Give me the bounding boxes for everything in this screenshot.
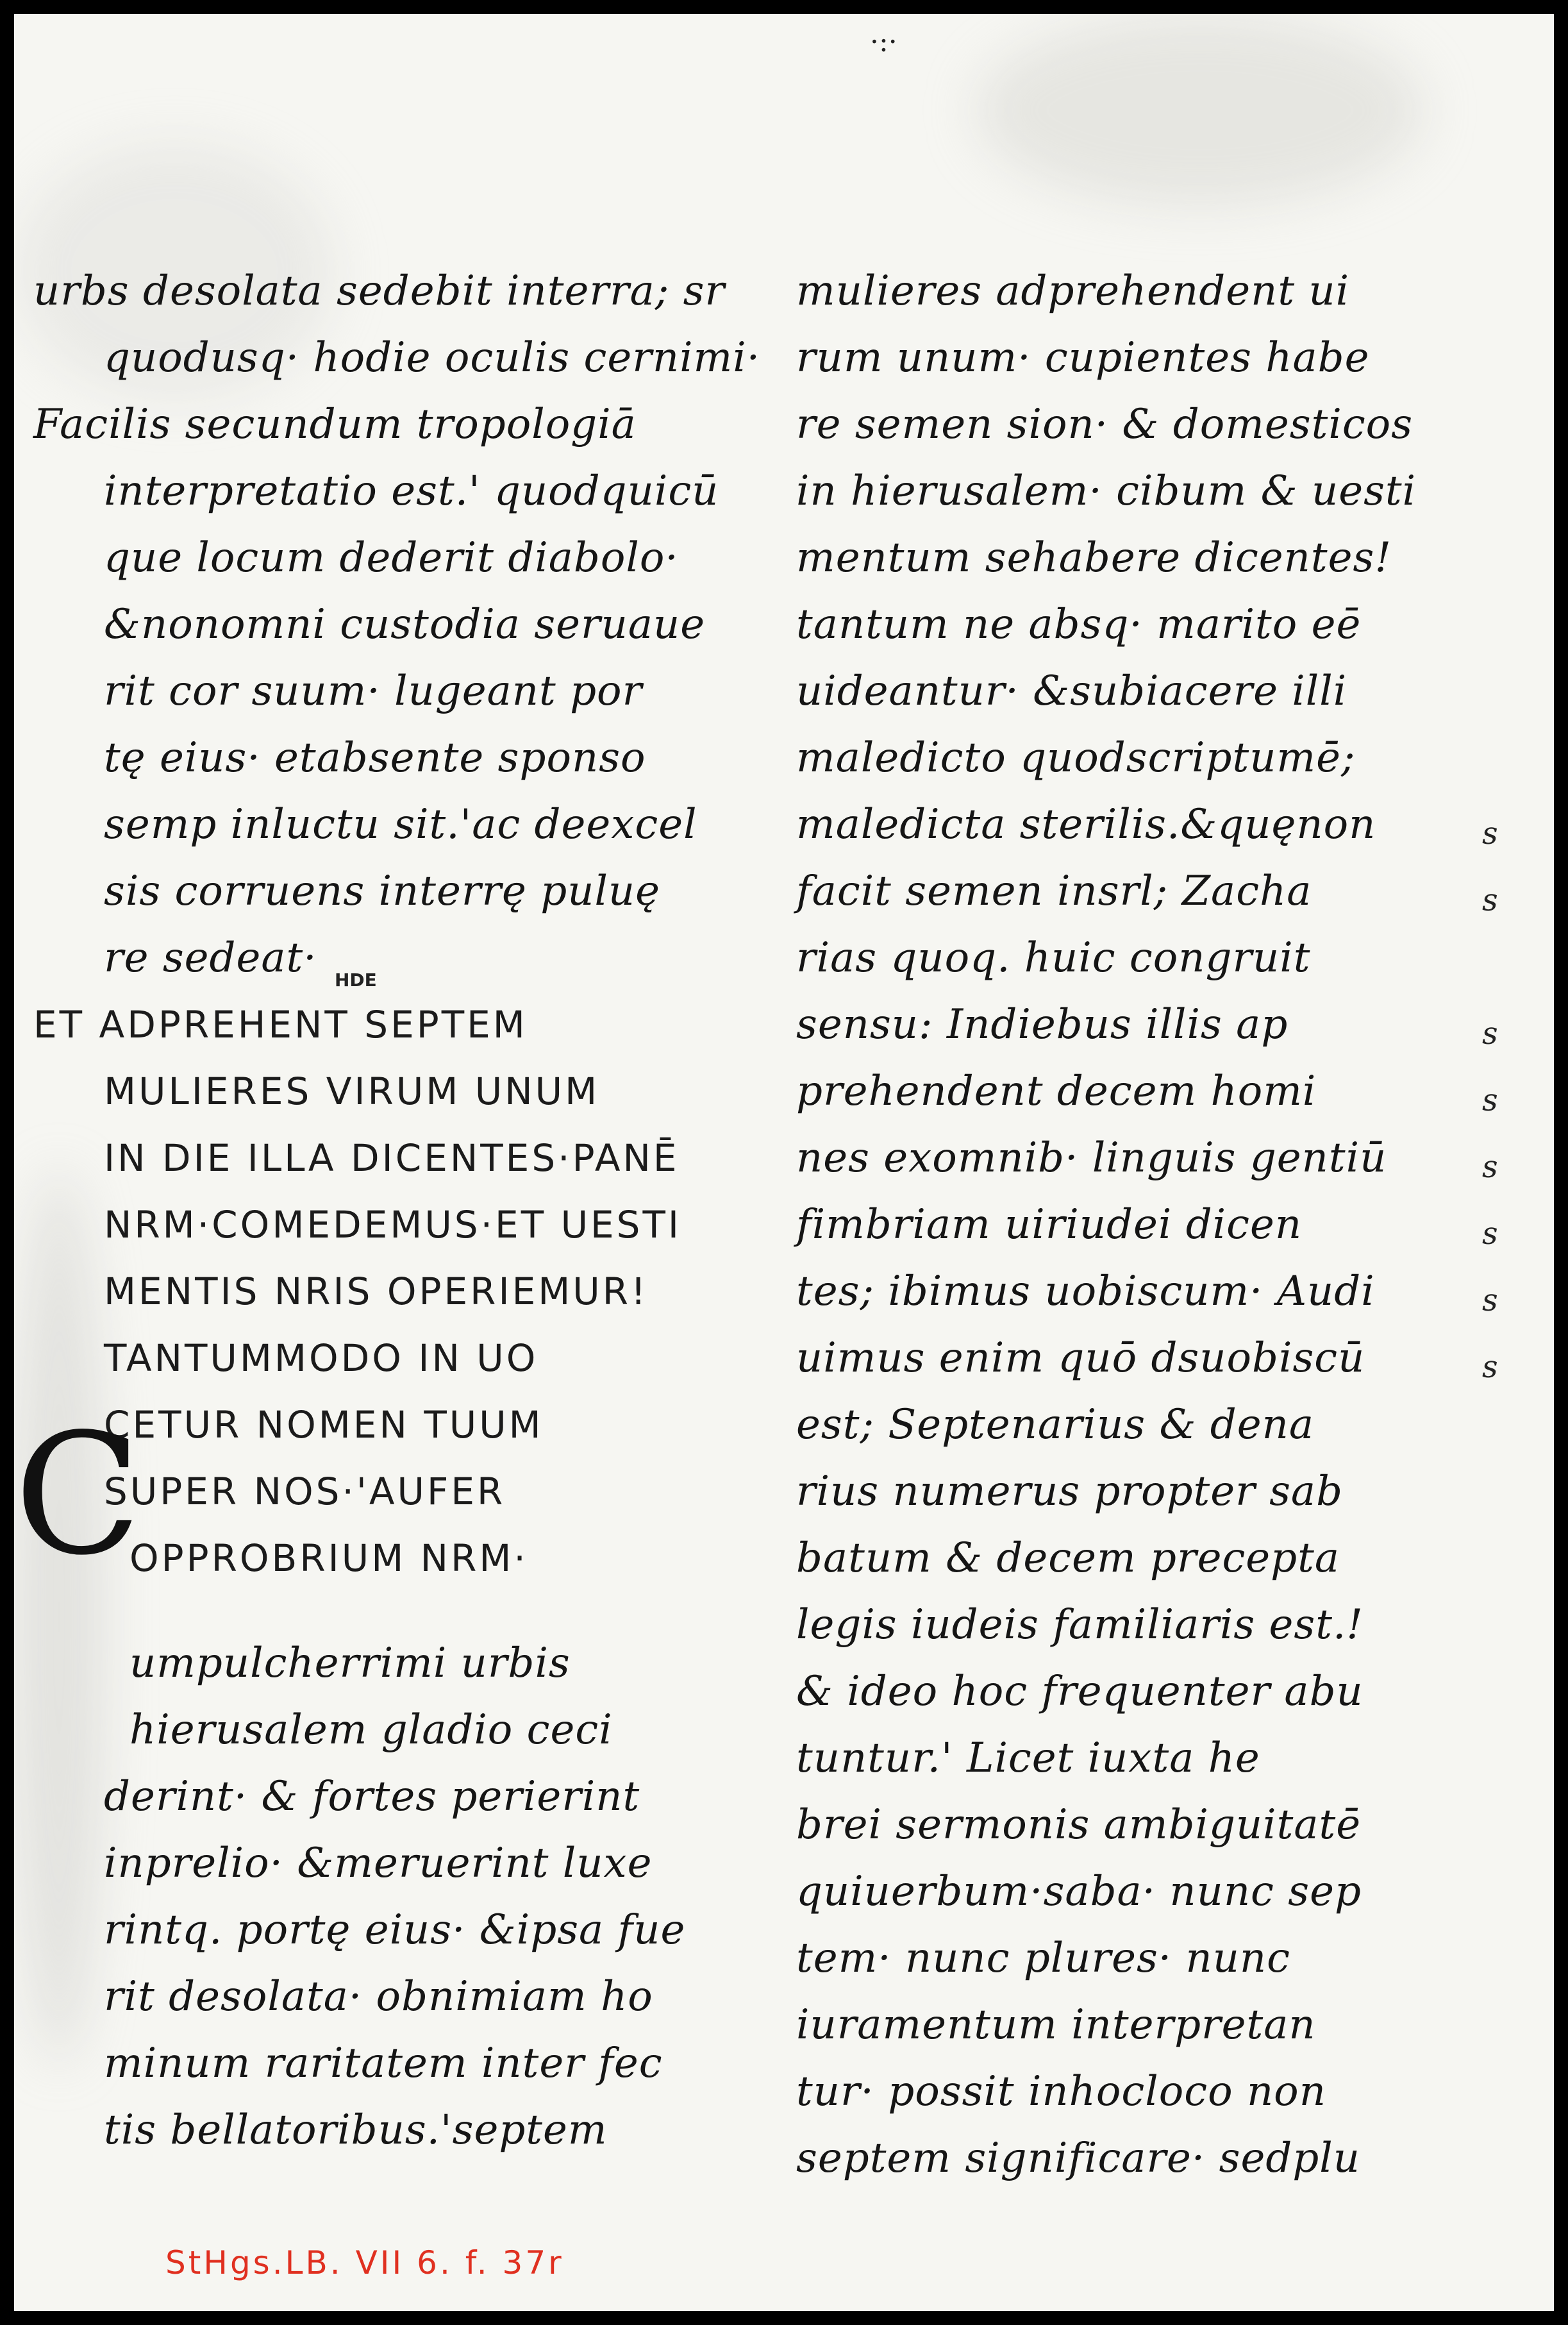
text-line: sensu: Indiebus illis ap xyxy=(796,1001,1289,1048)
text-line: derint· & fortes perierint xyxy=(104,1773,640,1820)
text-line: uideantur· &subiacere illi xyxy=(796,667,1347,715)
capital-line: ET ADPREHENT SEPTEM xyxy=(33,1003,528,1046)
text-line: Facilis secundum tropologiā xyxy=(33,401,637,448)
text-line: umpulcherrimi urbis xyxy=(129,1640,571,1687)
text-line: re sedeat· xyxy=(104,934,317,982)
text-line: tantum ne absq· marito eē xyxy=(796,601,1362,648)
margin-mark: s xyxy=(1482,882,1498,918)
text-line: re semen sion· & domesticos xyxy=(796,401,1414,448)
capital-line: SUPER NOS·'AUFER xyxy=(104,1470,506,1513)
margin-mark: s xyxy=(1482,1082,1498,1118)
text-line: tem· nunc plures· nunc xyxy=(796,1935,1290,1982)
text-line: batum & decem precepta xyxy=(796,1534,1340,1582)
text-line: urbs desolata sedebit interra; sr xyxy=(33,267,726,315)
text-line: tis bellatoribus.'septem xyxy=(104,2106,608,2154)
text-line: quodusq· hodie oculis cernimi· xyxy=(104,334,761,382)
capital-line: IN DIE ILLA DICENTES·PANĒ xyxy=(104,1136,680,1180)
text-line: est; Septenarius & dena xyxy=(796,1401,1314,1448)
text-line: tuntur.' Licet iuxta he xyxy=(796,1734,1260,1782)
capital-line: TANTUMMODO IN UO xyxy=(104,1336,538,1380)
capital-line: OPPROBRIUM NRM· xyxy=(129,1536,528,1580)
hde-note: HDE xyxy=(335,969,377,991)
text-line: septem significare· sedplu xyxy=(796,2135,1360,2182)
margin-mark: s xyxy=(1482,1216,1498,1252)
text-line: &nonomni custodia seruaue xyxy=(104,601,706,648)
text-line: tur· possit inhocloco non xyxy=(796,2068,1326,2115)
margin-mark: s xyxy=(1482,1016,1498,1052)
text-line: rit cor suum· lugeant por xyxy=(104,667,643,715)
text-line: tes; ibimus uobiscum· Audi xyxy=(796,1268,1375,1315)
capital-line: CETUR NOMEN TUUM xyxy=(104,1403,544,1447)
margin-mark: s xyxy=(1482,1282,1498,1318)
text-line: quiuerbum·saba· nunc sep xyxy=(796,1868,1362,1915)
manuscript-page xyxy=(14,14,1554,2311)
text-line: rum unum· cupientes habe xyxy=(796,334,1370,382)
left-column xyxy=(33,258,761,2163)
text-line: rintq. portę eius· &ipsa fue xyxy=(104,1906,686,1954)
text-line: in hierusalem· cibum & uesti xyxy=(796,467,1417,515)
text-line: legis iudeis familiaris est.! xyxy=(796,1601,1364,1649)
text-line: fimbriam uiriudei dicen xyxy=(796,1201,1303,1248)
text-line: semp inluctu sit.'ac deexcel xyxy=(104,801,697,848)
text-line: inprelio· &meruerint luxe xyxy=(104,1840,653,1887)
text-line: facit semen insrl; Zacha xyxy=(796,868,1312,915)
text-line: mulieres adprehendent ui xyxy=(796,267,1350,315)
text-line: & ideo hoc frequenter abu xyxy=(796,1668,1364,1715)
text-line: hierusalem gladio ceci xyxy=(129,1706,613,1754)
text-line: prehendent decem homi xyxy=(796,1068,1317,1115)
text-line: brei sermonis ambiguitatē xyxy=(796,1801,1362,1849)
text-line: rius numerus propter sab xyxy=(796,1468,1344,1515)
capital-line: MENTIS NRIS OPERIEMUR! xyxy=(104,1270,649,1313)
text-line: rit desolata· obnimiam ho xyxy=(104,1973,653,2020)
margin-mark: s xyxy=(1482,1149,1498,1185)
text-line: maledicto quodscriptumē; xyxy=(796,734,1356,782)
decorated-initial: C xyxy=(14,1398,142,1592)
text-line: maledicta sterilis.&quęnon xyxy=(796,801,1376,848)
margin-mark: s xyxy=(1482,816,1498,852)
text-line: nes exomnib· linguis gentiū xyxy=(796,1134,1387,1182)
text-line: iuramentum interpretan xyxy=(796,2001,1316,2049)
top-mark: ·:· xyxy=(870,26,897,58)
capital-line: NRM·COMEDEMUS·ET UESTI xyxy=(104,1203,682,1246)
right-column xyxy=(796,258,1476,2192)
text-line: mentum sehabere dicentes! xyxy=(796,534,1392,582)
text-line: sis corruens interrę puluę xyxy=(104,868,660,915)
text-line: uimus enim quō dsuobiscū xyxy=(796,1334,1365,1382)
text-line: rias quoq. huic congruit xyxy=(796,934,1311,982)
text-line: que locum dederit diabolo· xyxy=(104,534,679,582)
margin-mark: s xyxy=(1482,1349,1498,1385)
text-line: minum raritatem inter fec xyxy=(104,2040,663,2087)
text-line: interpretatio est.' quodquicū xyxy=(104,467,719,515)
capital-line: MULIERES VIRUM UNUM xyxy=(104,1070,600,1113)
text-line: tę eius· etabsente sponso xyxy=(104,734,646,782)
shelfmark-annotation: StHgs.LB. VII 6. f. 37r xyxy=(165,2244,564,2281)
